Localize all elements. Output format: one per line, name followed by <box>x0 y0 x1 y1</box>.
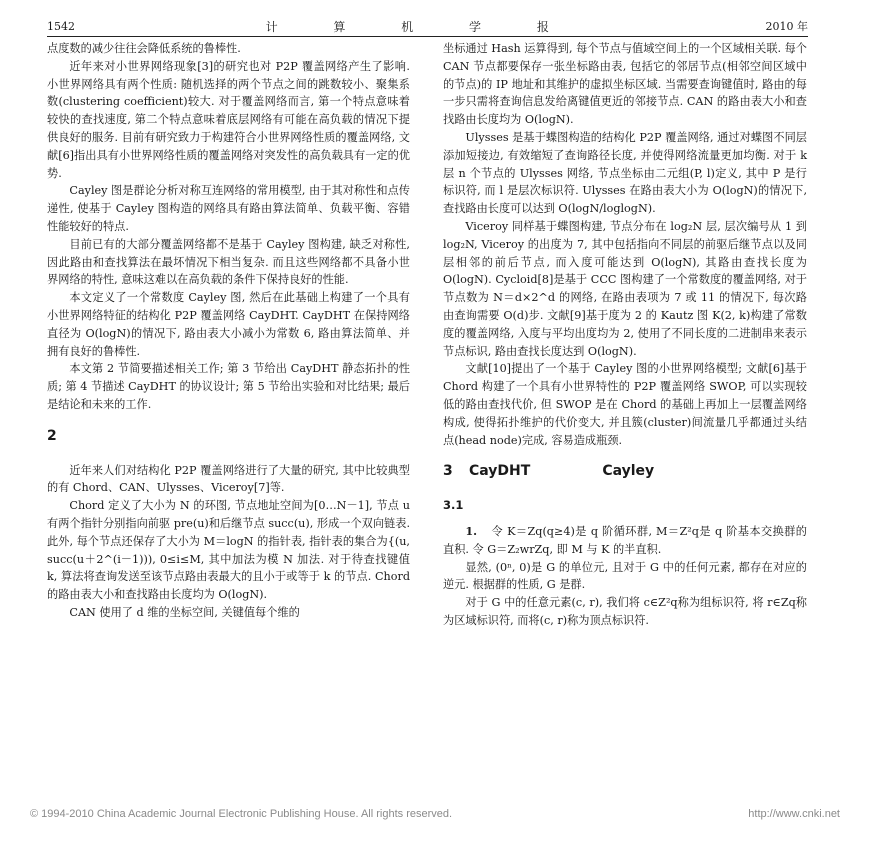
paragraph: 文献[10]提出了一个基于 Cayley 图的小世界网络模型; 文献[6]基于 Chord 构建了一个具有小世界特性的 P2P 覆盖网络 SWOP, 可以实现较低的路由查找代价, 但 SWOP 是在 Chord 的基础上再加上一层覆盖网络构成, 使得拓扑维护的代价变大, 并且簇(cluster)间流量几乎都通过头结点(head node)完成, 容易造成瓶颈. <box>443 362 807 447</box>
paragraph: 目前已有的大部分覆盖网络都不是基于 Cayley 图构建, 缺乏对称性, 因此路由和查找算法在最坏情况下相当复杂. 而且这些网络都不具备小世界网络的特性, 意味这难以在高负载的条件下保持良好的性能. <box>47 237 410 287</box>
section-heading-3 <box>443 463 807 481</box>
paragraph: 近年来人们对结构化 P2P 覆盖网络进行了大量的研究, 其中比较典型的有 Chord、CAN、Ulysses、Viceroy[7]等. <box>47 463 410 495</box>
copyright-text: © 1994-2010 China Academic Journal Electronic Publishing House. All rights reserved. <box>30 808 453 820</box>
paragraph: Cayley 图是群论分析对称互连网络的常用模型, 由于其对称性和点传递性, 使基于 Cayley 图构造的网络具有路由算法简单、负载平衡、容错性能较好的特点. <box>47 184 410 233</box>
paragraph: 本文第 2 节简要描述相关工作; 第 3 节给出 CayDHT 静态拓扑的性质; 第 4 节描述 CayDHT 的协议设计; 第 5 节给出实验和对比结果; 最后是结论和未来的工作. <box>47 362 410 411</box>
header-rule <box>47 36 808 37</box>
section-number: 2 <box>47 427 57 444</box>
paragraph: 坐标通过 Hash 运算得到, 每个节点与值域空间上的一个区域相关联. 每个 CAN 节点都要保存一张坐标路由表, 包括它的邻居节点(相邻空间区域中的节点)的 IP 地址和其维护的虚拟坐标区域. 当需要查询键值时, 路由的每一步只需将查询信息发给离键值更近的邻接节点. CAN 的路由表大小和查找路由长度均为 O(logN). <box>443 42 807 127</box>
paragraph: 对于 G 中的任意元素(c, r), 我们将 c∈Z²q称为组标识符, 将 r∈Zq称为区域标识符, 而将(c, r)称为顶点标识符. <box>443 596 807 627</box>
publication-year: 2010 年 <box>765 20 808 33</box>
definition-paragraph <box>443 523 807 559</box>
paragraph: CAN 使用了 d 维的坐标空间, 关键值每个维的 <box>69 605 300 619</box>
definition-number: 1. <box>465 523 478 538</box>
paragraph: 点度数的减少往往会降低系统的鲁棒性. <box>47 42 241 55</box>
copyright-footer <box>30 808 840 820</box>
subsection-heading: 3.1 <box>443 498 464 513</box>
section-heading-2 <box>47 428 410 446</box>
paragraph: Chord 定义了大小为 N 的环图, 节点地址空间为[0…N－1], 节点 u 有两个指针分别指向前驱 pre(u)和后继节点 succ(u), 形成一个双向链表. 此外, 每个节点还保存了大小为 M＝logN 的指针表, 指针表的集合为{(u, succ(u＋2^(i－1))), 0≤i≤M, 其中加法为模 N 加法. 对于待查找键值 k, 算法将查询发送至该节点路由表最大的且小于或等于 k 的节点. Chord 的路由表大小和查找路由长度均为 O(logN). <box>47 499 410 602</box>
paragraph: 显然, (0ⁿ, 0)是 G 的单位元, 且对于 G 中的任何元素, 都存在对应的逆元. 根据群的性质, G 是群. <box>443 560 807 592</box>
paragraph: 近年来对小世界网络现象[3]的研究也对 P2P 覆盖网络产生了影响. 小世界网络具有两个性质: 随机选择的两个节点之间的跳数较小、聚集系数(clustering coefficient)较大. 对于覆盖网络而言, 第一个特点意味着较快的查找速度, 第二个特点意味着底层网络有可能在高负载的情况下提供良好的服务. 目前有研究致力于构建符合小世界网络性质的覆盖网络, 文献[6]指出具有小世界网络性质的覆盖网络对突发性的高负载具有一定的优势. <box>47 59 410 180</box>
section-number: 3 <box>443 463 453 480</box>
definition-text: 令 K＝Zq(q≥4)是 q 阶循环群, M＝Z²q是 q 阶基本交换群的直积. 令 G＝Z₂wrZq, 即 M 与 K 的半直积. <box>443 524 807 556</box>
paragraph: Ulysses 是基于蝶图构造的结构化 P2P 覆盖网络, 通过对蝶图不同层添加短接边, 有效缩短了查询路径长度, 并使得网络流量更加均衡. 对于 k 层 n 个节点的 Ulysses 网络, 节点坐标由二元组(P, l)定义, 其中 P 是行标识符, 而 l 是层次标识符. Ulysses 在路由表大小为 O(logN)的情况下, 查找路由长度可以达到 O(logN/loglogN). <box>443 130 807 216</box>
right-column <box>443 40 807 630</box>
section-title-part: CayDHT <box>469 463 531 480</box>
running-head <box>47 18 808 34</box>
journal-title: 计 算 机 学 报 <box>265 19 575 34</box>
paragraph: Viceroy 同样基于蝶图构建, 节点分布在 log₂N 层, 层次编号从 1 到 log₂N, Viceroy 的出度为 7, 其中包括指向不同层的前驱后继节点以及同层相邻的前后节点, 而入度可能达到 O(logN), 其路由查找长度为 O(logN). Cycloid[8]是基于 CCC 图构建了一个常数度的覆盖网络, 对于节点数为 N＝d×2^d 的网络, 在路由表项为 7 或 11 的情况下, 每次路由查询需要 O(d)步. 文献[9]基于度为 2 的 Kautz 图 K(2, k)构建了常数度的覆盖网络, 入度与平均出度均为 2, 使用了不同长度的二进制串来表示节点标识, 路由查找长度达到 O(logN). <box>443 219 807 358</box>
page-number: 1542 <box>47 19 75 33</box>
footer-url: http://www.cnki.net <box>748 808 840 820</box>
left-column <box>47 40 410 622</box>
section-title-part: Cayley <box>602 463 655 480</box>
paragraph: 本文定义了一个常数度 Cayley 图, 然后在此基础上构建了一个具有小世界网络特征的结构化 P2P 覆盖网络 CayDHT. CayDHT 在保持网络直径为 O(logN)的情况下, 路由表大小减小为常数 6, 路由算法简单、并拥有良好的鲁棒性. <box>47 291 410 358</box>
